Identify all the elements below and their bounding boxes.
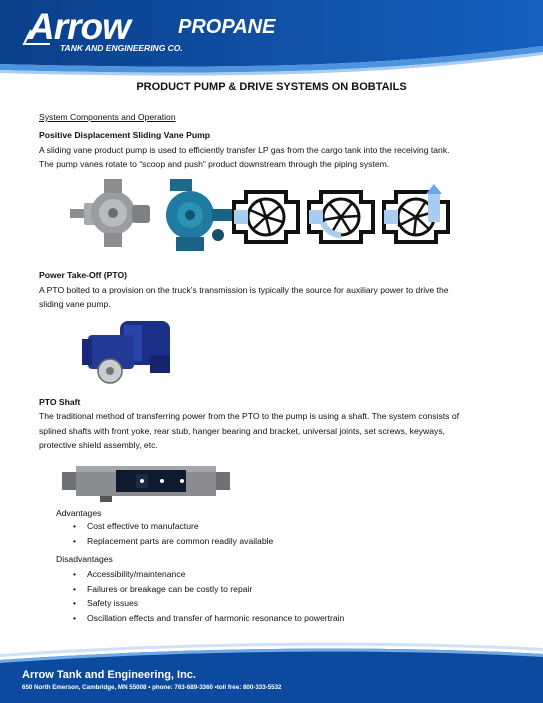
list-item: • Oscillation effects and transfer of harmonic resonance to powertrain [73,611,344,626]
shaft-text-line3: protective shield assembly, etc. [39,440,158,450]
pump-photo-blue [160,177,235,257]
vane-diagram-3 [378,182,456,252]
list-item: • Cost effective to manufacture [73,519,273,534]
shaft-text-line2: splined shafts with front yoke, rear stub, hanger bearing and bracket, universal joints, set screws, keyways, [39,426,446,436]
footer-address: 650 North Emerson, Cambridge, MN 55008 • phone: 763-689-3360 •toll free: 800-333-5532 [22,684,282,691]
disadvantages-label: Disadvantages [56,554,113,564]
disadvantages-list [73,567,344,625]
pump-photo-gray [68,175,153,255]
logo-wordmark: Arrow [28,6,130,47]
pto-photo [80,315,175,387]
shaft-heading: PTO Shaft [39,397,81,407]
shaft-text-line1: The traditional method of transferring power from the PTO to the pump is using a shaft. The system consists of [39,411,460,421]
list-item: • Replacement parts are common readily available [73,534,273,549]
list-item: • Accessibility/maintenance [73,567,344,582]
vane-diagram-2 [303,182,379,252]
pto-text-line1: A PTO bolted to a provision on the truck’s transmission is typically the source for auxiliary power to drive the [39,285,449,295]
logo-subtitle: TANK AND ENGINEERING CO. [60,43,183,53]
pump-heading: Positive Displacement Sliding Vane Pump [39,130,210,140]
pto-shaft-photo [60,458,232,504]
section-heading: System Components and Operation [39,112,176,122]
advantages-label: Advantages [56,508,102,518]
advantages-list [73,519,273,548]
pump-text-line1: A sliding vane product pump is used to efficiently transfer LP gas from the cargo tank into the receiving tank. [39,145,450,155]
pump-text-line2: The pump vanes rotate to “scoop and push” product downstream through the piping system. [39,159,390,169]
pto-text-line2: sliding vane pump. [39,299,111,309]
page-title: PRODUCT PUMP & DRIVE SYSTEMS ON BOBTAILS [136,81,407,93]
list-item: • Safety issues [73,596,344,611]
footer-company: Arrow Tank and Engineering, Inc. [22,669,196,681]
vane-diagram-1 [228,182,304,252]
brand-propane: PROPANE [178,16,276,38]
list-item: • Failures or breakage can be costly to repair [73,582,344,597]
pto-heading: Power Take-Off (PTO) [39,270,128,280]
